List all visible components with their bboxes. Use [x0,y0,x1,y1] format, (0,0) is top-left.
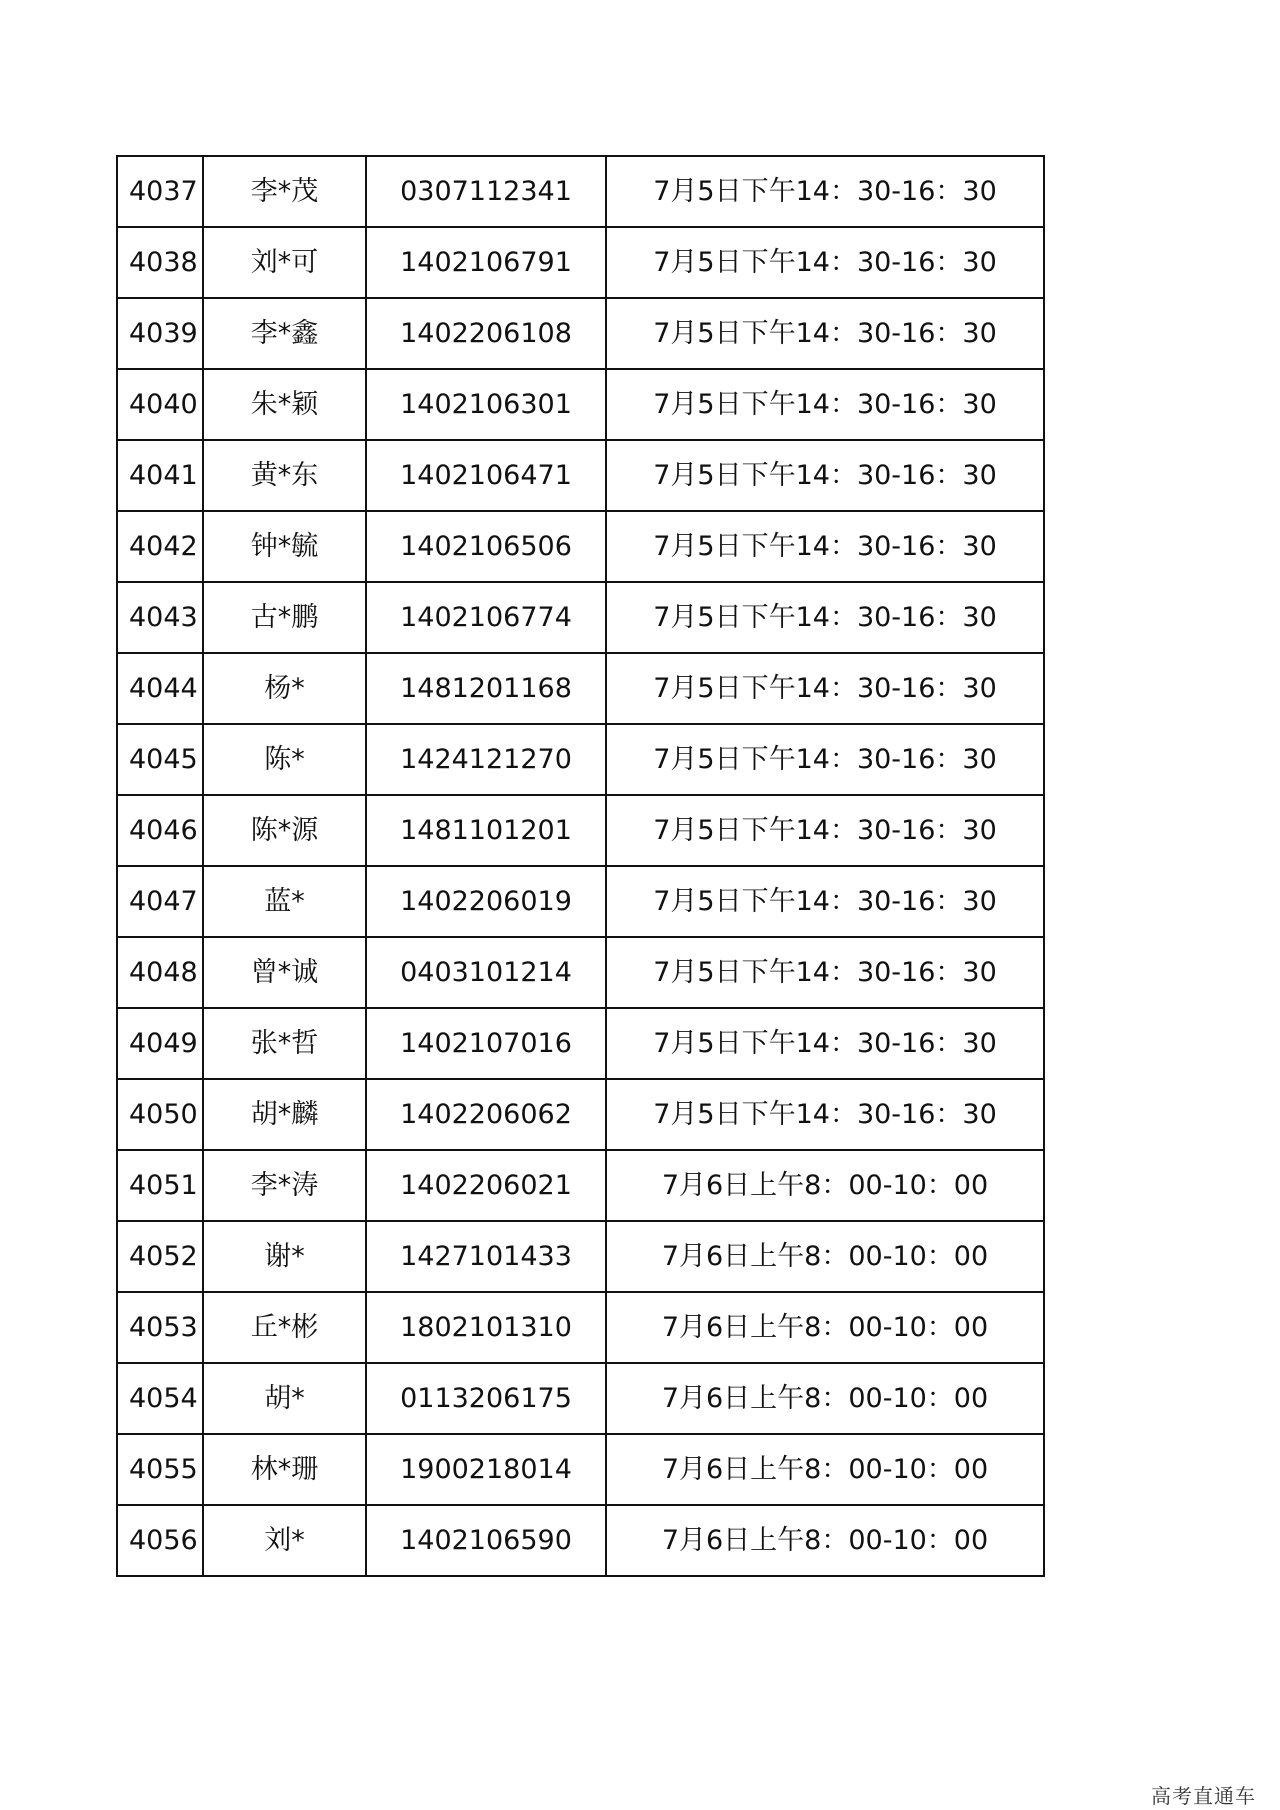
watermark-text: 高考直通车 [1151,1784,1256,1808]
name-cell: 刘*可 [203,227,366,298]
time-cell: 7月6日上午8：00-10：00 [606,1292,1044,1363]
name-cell: 刘* [203,1505,366,1576]
time-cell: 7月6日上午8：00-10：00 [606,1221,1044,1292]
name-cell: 胡*麟 [203,1079,366,1150]
seq-cell: 4047 [117,866,203,937]
time-cell: 7月6日上午8：00-10：00 [606,1434,1044,1505]
name-cell: 张*哲 [203,1008,366,1079]
name-cell: 古*鹏 [203,582,366,653]
exam-id-cell: 1402206108 [366,298,606,369]
time-cell: 7月5日下午14：30-16：30 [606,156,1044,227]
table-row [117,795,1044,866]
name-cell: 朱*颖 [203,369,366,440]
time-cell: 7月5日下午14：30-16：30 [606,866,1044,937]
seq-cell: 4054 [117,1363,203,1434]
seq-cell: 4044 [117,653,203,724]
table-row [117,1079,1044,1150]
name-cell: 胡* [203,1363,366,1434]
table-row [117,1363,1044,1434]
name-cell: 林*珊 [203,1434,366,1505]
table-row [117,1505,1044,1576]
time-cell: 7月5日下午14：30-16：30 [606,1079,1044,1150]
exam-id-cell: 0113206175 [366,1363,606,1434]
time-cell: 7月6日上午8：00-10：00 [606,1505,1044,1576]
name-cell: 李*鑫 [203,298,366,369]
time-cell: 7月5日下午14：30-16：30 [606,582,1044,653]
seq-cell: 4040 [117,369,203,440]
exam-id-cell: 0403101214 [366,937,606,1008]
name-cell: 谢* [203,1221,366,1292]
table-row [117,582,1044,653]
table-row [117,298,1044,369]
seq-cell: 4049 [117,1008,203,1079]
seq-cell: 4043 [117,582,203,653]
table-row [117,937,1044,1008]
table-row [117,156,1044,227]
table-row [117,227,1044,298]
table-row [117,1434,1044,1505]
table-row [117,369,1044,440]
exam-id-cell: 1900218014 [366,1434,606,1505]
time-cell: 7月5日下午14：30-16：30 [606,937,1044,1008]
exam-id-cell: 1402106791 [366,227,606,298]
name-cell: 陈* [203,724,366,795]
time-cell: 7月6日上午8：00-10：00 [606,1150,1044,1221]
name-cell: 黄*东 [203,440,366,511]
seq-cell: 4045 [117,724,203,795]
table-row [117,653,1044,724]
table-row [117,1150,1044,1221]
seq-cell: 4048 [117,937,203,1008]
name-cell: 李*涛 [203,1150,366,1221]
exam-id-cell: 1424121270 [366,724,606,795]
time-cell: 7月6日上午8：00-10：00 [606,1363,1044,1434]
seq-cell: 4038 [117,227,203,298]
exam-id-cell: 1427101433 [366,1221,606,1292]
exam-id-cell: 1402106774 [366,582,606,653]
time-cell: 7月5日下午14：30-16：30 [606,653,1044,724]
time-cell: 7月5日下午14：30-16：30 [606,511,1044,582]
exam-id-cell: 1802101310 [366,1292,606,1363]
time-cell: 7月5日下午14：30-16：30 [606,440,1044,511]
time-cell: 7月5日下午14：30-16：30 [606,227,1044,298]
table-row [117,724,1044,795]
exam-id-cell: 1402106301 [366,369,606,440]
table-row [117,1292,1044,1363]
exam-id-cell: 1481101201 [366,795,606,866]
table-row [117,1221,1044,1292]
seq-cell: 4051 [117,1150,203,1221]
exam-id-cell: 1402106471 [366,440,606,511]
table-row [117,440,1044,511]
name-cell: 钟*毓 [203,511,366,582]
table-row [117,511,1044,582]
time-cell: 7月5日下午14：30-16：30 [606,724,1044,795]
exam-id-cell: 0307112341 [366,156,606,227]
seq-cell: 4052 [117,1221,203,1292]
exam-id-cell: 1481201168 [366,653,606,724]
roster-table-body [117,156,1044,1576]
exam-id-cell: 1402106590 [366,1505,606,1576]
name-cell: 杨* [203,653,366,724]
time-cell: 7月5日下午14：30-16：30 [606,795,1044,866]
exam-id-cell: 1402206021 [366,1150,606,1221]
exam-id-cell: 1402206062 [366,1079,606,1150]
table-row [117,1008,1044,1079]
seq-cell: 4046 [117,795,203,866]
name-cell: 李*茂 [203,156,366,227]
seq-cell: 4037 [117,156,203,227]
seq-cell: 4042 [117,511,203,582]
time-cell: 7月5日下午14：30-16：30 [606,1008,1044,1079]
seq-cell: 4041 [117,440,203,511]
seq-cell: 4056 [117,1505,203,1576]
table-row [117,866,1044,937]
name-cell: 曾*诚 [203,937,366,1008]
roster-table [116,155,1045,1577]
time-cell: 7月5日下午14：30-16：30 [606,298,1044,369]
exam-id-cell: 1402107016 [366,1008,606,1079]
seq-cell: 4053 [117,1292,203,1363]
name-cell: 丘*彬 [203,1292,366,1363]
name-cell: 陈*源 [203,795,366,866]
exam-id-cell: 1402106506 [366,511,606,582]
seq-cell: 4039 [117,298,203,369]
seq-cell: 4050 [117,1079,203,1150]
seq-cell: 4055 [117,1434,203,1505]
exam-id-cell: 1402206019 [366,866,606,937]
time-cell: 7月5日下午14：30-16：30 [606,369,1044,440]
name-cell: 蓝* [203,866,366,937]
